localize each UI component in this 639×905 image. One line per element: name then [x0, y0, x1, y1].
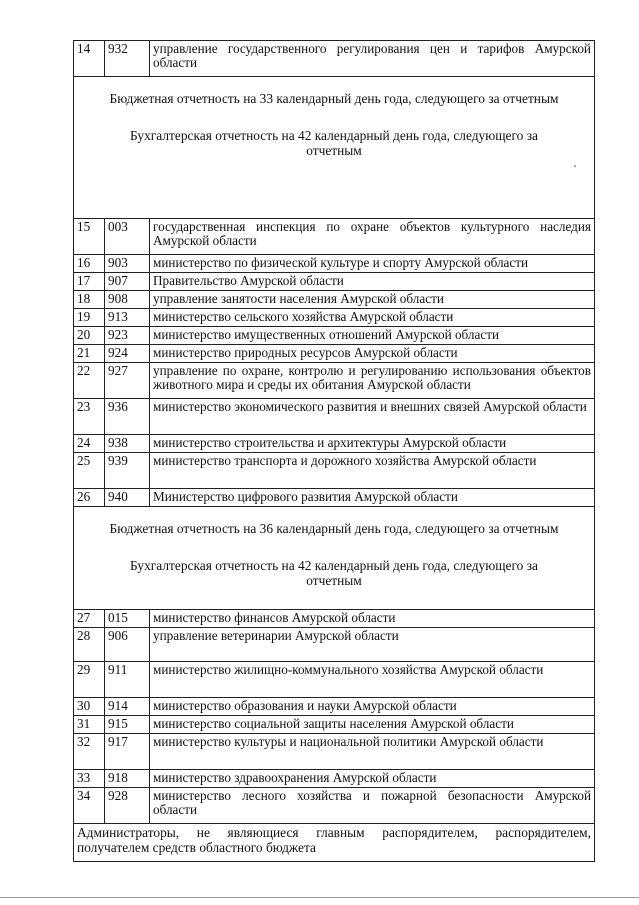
table-row: [74, 734, 595, 770]
row-number: 33: [74, 770, 105, 788]
table-row: [74, 489, 595, 507]
row-name: Правительство Амурской области: [150, 273, 595, 291]
row-code: 932: [105, 41, 150, 77]
row-code: 911: [105, 662, 150, 698]
section-accounting-deadline: Бухгалтерская отчетность на 42 календарный день года, следующего за отчетным: [130, 128, 538, 158]
section-header-row: [74, 77, 595, 219]
row-name: министерство культуры и национальной политики Амурской области: [150, 734, 595, 770]
table-row: [74, 453, 595, 489]
table-row: [74, 41, 595, 77]
row-number: 21: [74, 345, 105, 363]
section-header: [74, 77, 595, 219]
row-code: 913: [105, 309, 150, 327]
row-name: министерство по физической культуре и спорту Амурской области: [150, 255, 595, 273]
section-budget-deadline: Бюджетная отчетность на 33 календарный день года, следующего за отчетным: [109, 91, 559, 106]
row-number: 24: [74, 435, 105, 453]
row-number: 16: [74, 255, 105, 273]
row-name: министерство транспорта и дорожного хозяйства Амурской области: [150, 453, 595, 489]
table-row: [74, 363, 595, 399]
row-number: 14: [74, 41, 105, 77]
row-name: Министерство цифрового развития Амурской области: [150, 489, 595, 507]
table-row: [74, 291, 595, 309]
scan-speck: [574, 165, 576, 167]
administrators-table: [73, 40, 595, 862]
table-row: [74, 327, 595, 345]
row-code: 939: [105, 453, 150, 489]
row-code: 924: [105, 345, 150, 363]
table-row: [74, 345, 595, 363]
row-code: 907: [105, 273, 150, 291]
row-code: 903: [105, 255, 150, 273]
table-row: [74, 273, 595, 291]
row-number: 25: [74, 453, 105, 489]
row-number: 26: [74, 489, 105, 507]
row-number: 30: [74, 698, 105, 716]
row-number: 28: [74, 628, 105, 662]
row-number: 22: [74, 363, 105, 399]
row-code: 015: [105, 610, 150, 628]
row-code: 940: [105, 489, 150, 507]
row-code: 917: [105, 734, 150, 770]
section-header: [74, 507, 595, 610]
row-name: министерство лесного хозяйства и пожарной безопасности Амурской области: [150, 788, 595, 824]
row-code: 908: [105, 291, 150, 309]
row-number: 19: [74, 309, 105, 327]
row-code: 918: [105, 770, 150, 788]
row-name: министерство образования и науки Амурской области: [150, 698, 595, 716]
table-row: [74, 788, 595, 824]
row-number: 31: [74, 716, 105, 734]
table-row: [74, 435, 595, 453]
row-name: министерство имущественных отношений Амурской области: [150, 327, 595, 345]
row-code: 938: [105, 435, 150, 453]
row-name: министерство социальной защиты населения Амурской области: [150, 716, 595, 734]
section-budget-deadline: Бюджетная отчетность на 36 календарный день года, следующего за отчетным: [109, 521, 559, 536]
table-row: [74, 255, 595, 273]
row-code: 936: [105, 399, 150, 435]
row-name: министерство финансов Амурской области: [150, 610, 595, 628]
row-number: 15: [74, 219, 105, 255]
row-name: министерство экономического развития и внешних связей Амурской области: [150, 399, 595, 435]
row-code: 915: [105, 716, 150, 734]
row-name: министерство сельского хозяйства Амурской области: [150, 309, 595, 327]
table-row: [74, 628, 595, 662]
table-row: [74, 399, 595, 435]
table-row: [74, 219, 595, 255]
row-number: 34: [74, 788, 105, 824]
row-number: 20: [74, 327, 105, 345]
row-name: министерство строительства и архитектуры Амурской области: [150, 435, 595, 453]
row-code: 906: [105, 628, 150, 662]
row-number: 32: [74, 734, 105, 770]
table-row: [74, 698, 595, 716]
row-name: управление ветеринарии Амурской области: [150, 628, 595, 662]
footer-note-row: [74, 824, 595, 862]
section-accounting-deadline: Бухгалтерская отчетность на 42 календарный день года, следующего за отчетным: [130, 558, 538, 588]
row-code: 923: [105, 327, 150, 345]
row-name: управление государственного регулирования цен и тарифов Амурской области: [150, 41, 595, 77]
row-code: 928: [105, 788, 150, 824]
page-bottom-rule: [0, 897, 639, 898]
row-number: 29: [74, 662, 105, 698]
footer-note: Администраторы, не являющиеся главным распорядителем, распорядителем, получателем средств областного бюджета: [74, 824, 595, 862]
row-code: 914: [105, 698, 150, 716]
table-row: [74, 716, 595, 734]
row-name: управление занятости населения Амурской области: [150, 291, 595, 309]
row-name: министерство жилищно-коммунального хозяйства Амурской области: [150, 662, 595, 698]
row-code: 927: [105, 363, 150, 399]
row-name: министерство здравоохранения Амурской области: [150, 770, 595, 788]
row-name: министерство природных ресурсов Амурской области: [150, 345, 595, 363]
row-number: 23: [74, 399, 105, 435]
section-header-row: [74, 507, 595, 610]
table-row: [74, 662, 595, 698]
row-name: управление по охране, контролю и регулированию использования объектов животного мира и среды их обитания Амурской области: [150, 363, 595, 399]
row-number: 17: [74, 273, 105, 291]
table-row: [74, 309, 595, 327]
row-number: 18: [74, 291, 105, 309]
row-code: 003: [105, 219, 150, 255]
table-row: [74, 610, 595, 628]
table-row: [74, 770, 595, 788]
row-number: 27: [74, 610, 105, 628]
row-name: государственная инспекция по охране объектов культурного наследия Амурской области: [150, 219, 595, 255]
